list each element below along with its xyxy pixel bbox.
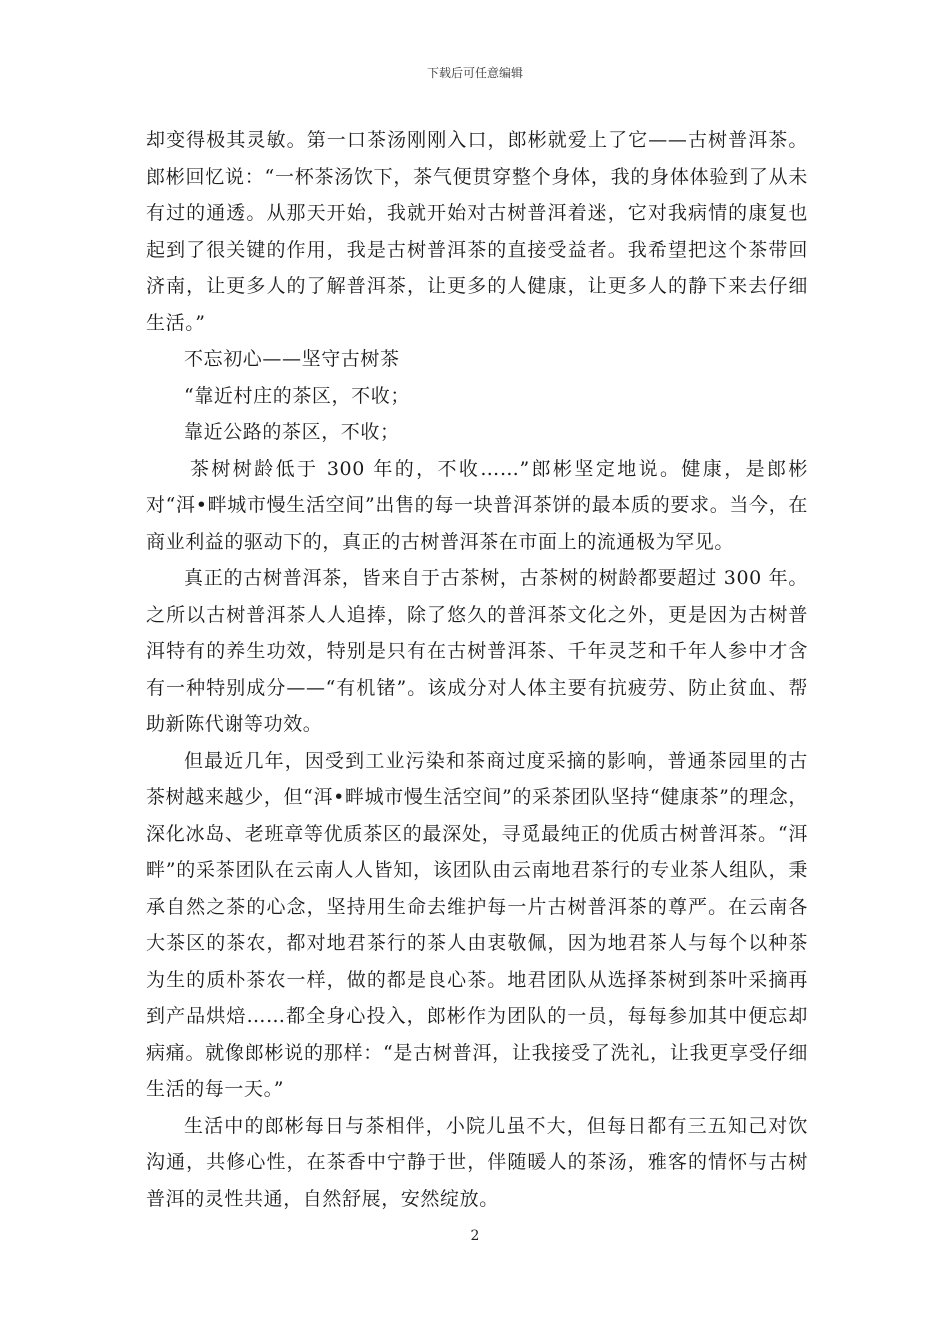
paragraph-quote-2: 靠近公路的茶区，不收；	[184, 421, 400, 443]
page-header: 下载后可任意编辑	[426, 66, 523, 80]
document-body	[146, 122, 808, 1217]
paragraph-4: 但最近几年，因受到工业污染和茶商过度采摘的影响，普通茶园里的古茶树越来越少，但“洱•畔城市慢生活空间”的采茶团队坚持“健康茶”的理念，深化冰岛、老班章等优质茶区的最深处，寻觅最纯正的优质古树普洱茶。“洱畔”的采茶团队在云南人人皆知，该团队由云南地君茶行的专业茶人组队，秉承自然之茶的心念，坚持用生命去维护每一片古树普洱茶的尊严。在云南各大茶区的茶农，都对地君茶行的茶人由衷敬佩，因为地君茶人与每个以种茶为生的质朴茶农一样，做的都是良心茶。地君团队从选择茶树到茶叶采摘再到产品烘焙……都全身心投入，郎彬作为团队的一员，每每参加其中便忘却病痛。就像郎彬说的那样：“是古树普洱，让我接受了洗礼，让我更享受仔细生活的每一天。”	[146, 749, 808, 1100]
page-number: 2	[470, 1228, 480, 1244]
paragraph-3: 真正的古树普洱茶，皆来自于古茶树，古茶树的树龄都要超过 300 年。之所以古树普洱茶人人追捧，除了悠久的普洱茶文化之外，更是因为古树普洱特有的养生功效，特别是只有在古树普洱茶、千年灵芝和千年人参中才含有一种特别成分——“有机锗”。该成分对人体主要有抗疲劳、防止贫血、帮助新陈代谢等功效。	[146, 567, 808, 735]
paragraph-1: 却变得极其灵敏。第一口茶汤刚刚入口，郎彬就爱上了它——古树普洱茶。郎彬回忆说：“一杯茶汤饮下，茶气便贯穿整个身体，我的身体体验到了从未有过的通透。从那天开始，我就开始对古树普洱着迷，它对我病情的康复也起到了很关键的作用，我是古树普洱茶的直接受益者。我希望把这个茶带回济南，让更多人的了解普洱茶，让更多的人健康，让更多人的静下来去仔细生活。”	[146, 129, 808, 334]
paragraph-2: 茶树树龄低于 300 年的，不收……”郎彬坚定地说。健康，是郎彬对“洱•畔城市慢生活空间”出售的每一块普洱茶饼的最本质的要求。当今，在商业利益的驱动下的，真正的古树普洱茶在市面上的流通极为罕见。	[146, 457, 808, 553]
section-heading: 不忘初心——坚守古树茶	[184, 348, 400, 370]
paragraph-quote-1: “靠近村庄的茶区，不收；	[184, 384, 410, 407]
paragraph-5: 生活中的郎彬每日与茶相伴，小院儿虽不大，但每日都有三五知己对饮沟通，共修心性，在茶香中宁静于世，伴随暖人的茶汤，雅客的情怀与古树普洱的灵性共通，自然舒展，安然绽放。	[146, 1114, 808, 1210]
